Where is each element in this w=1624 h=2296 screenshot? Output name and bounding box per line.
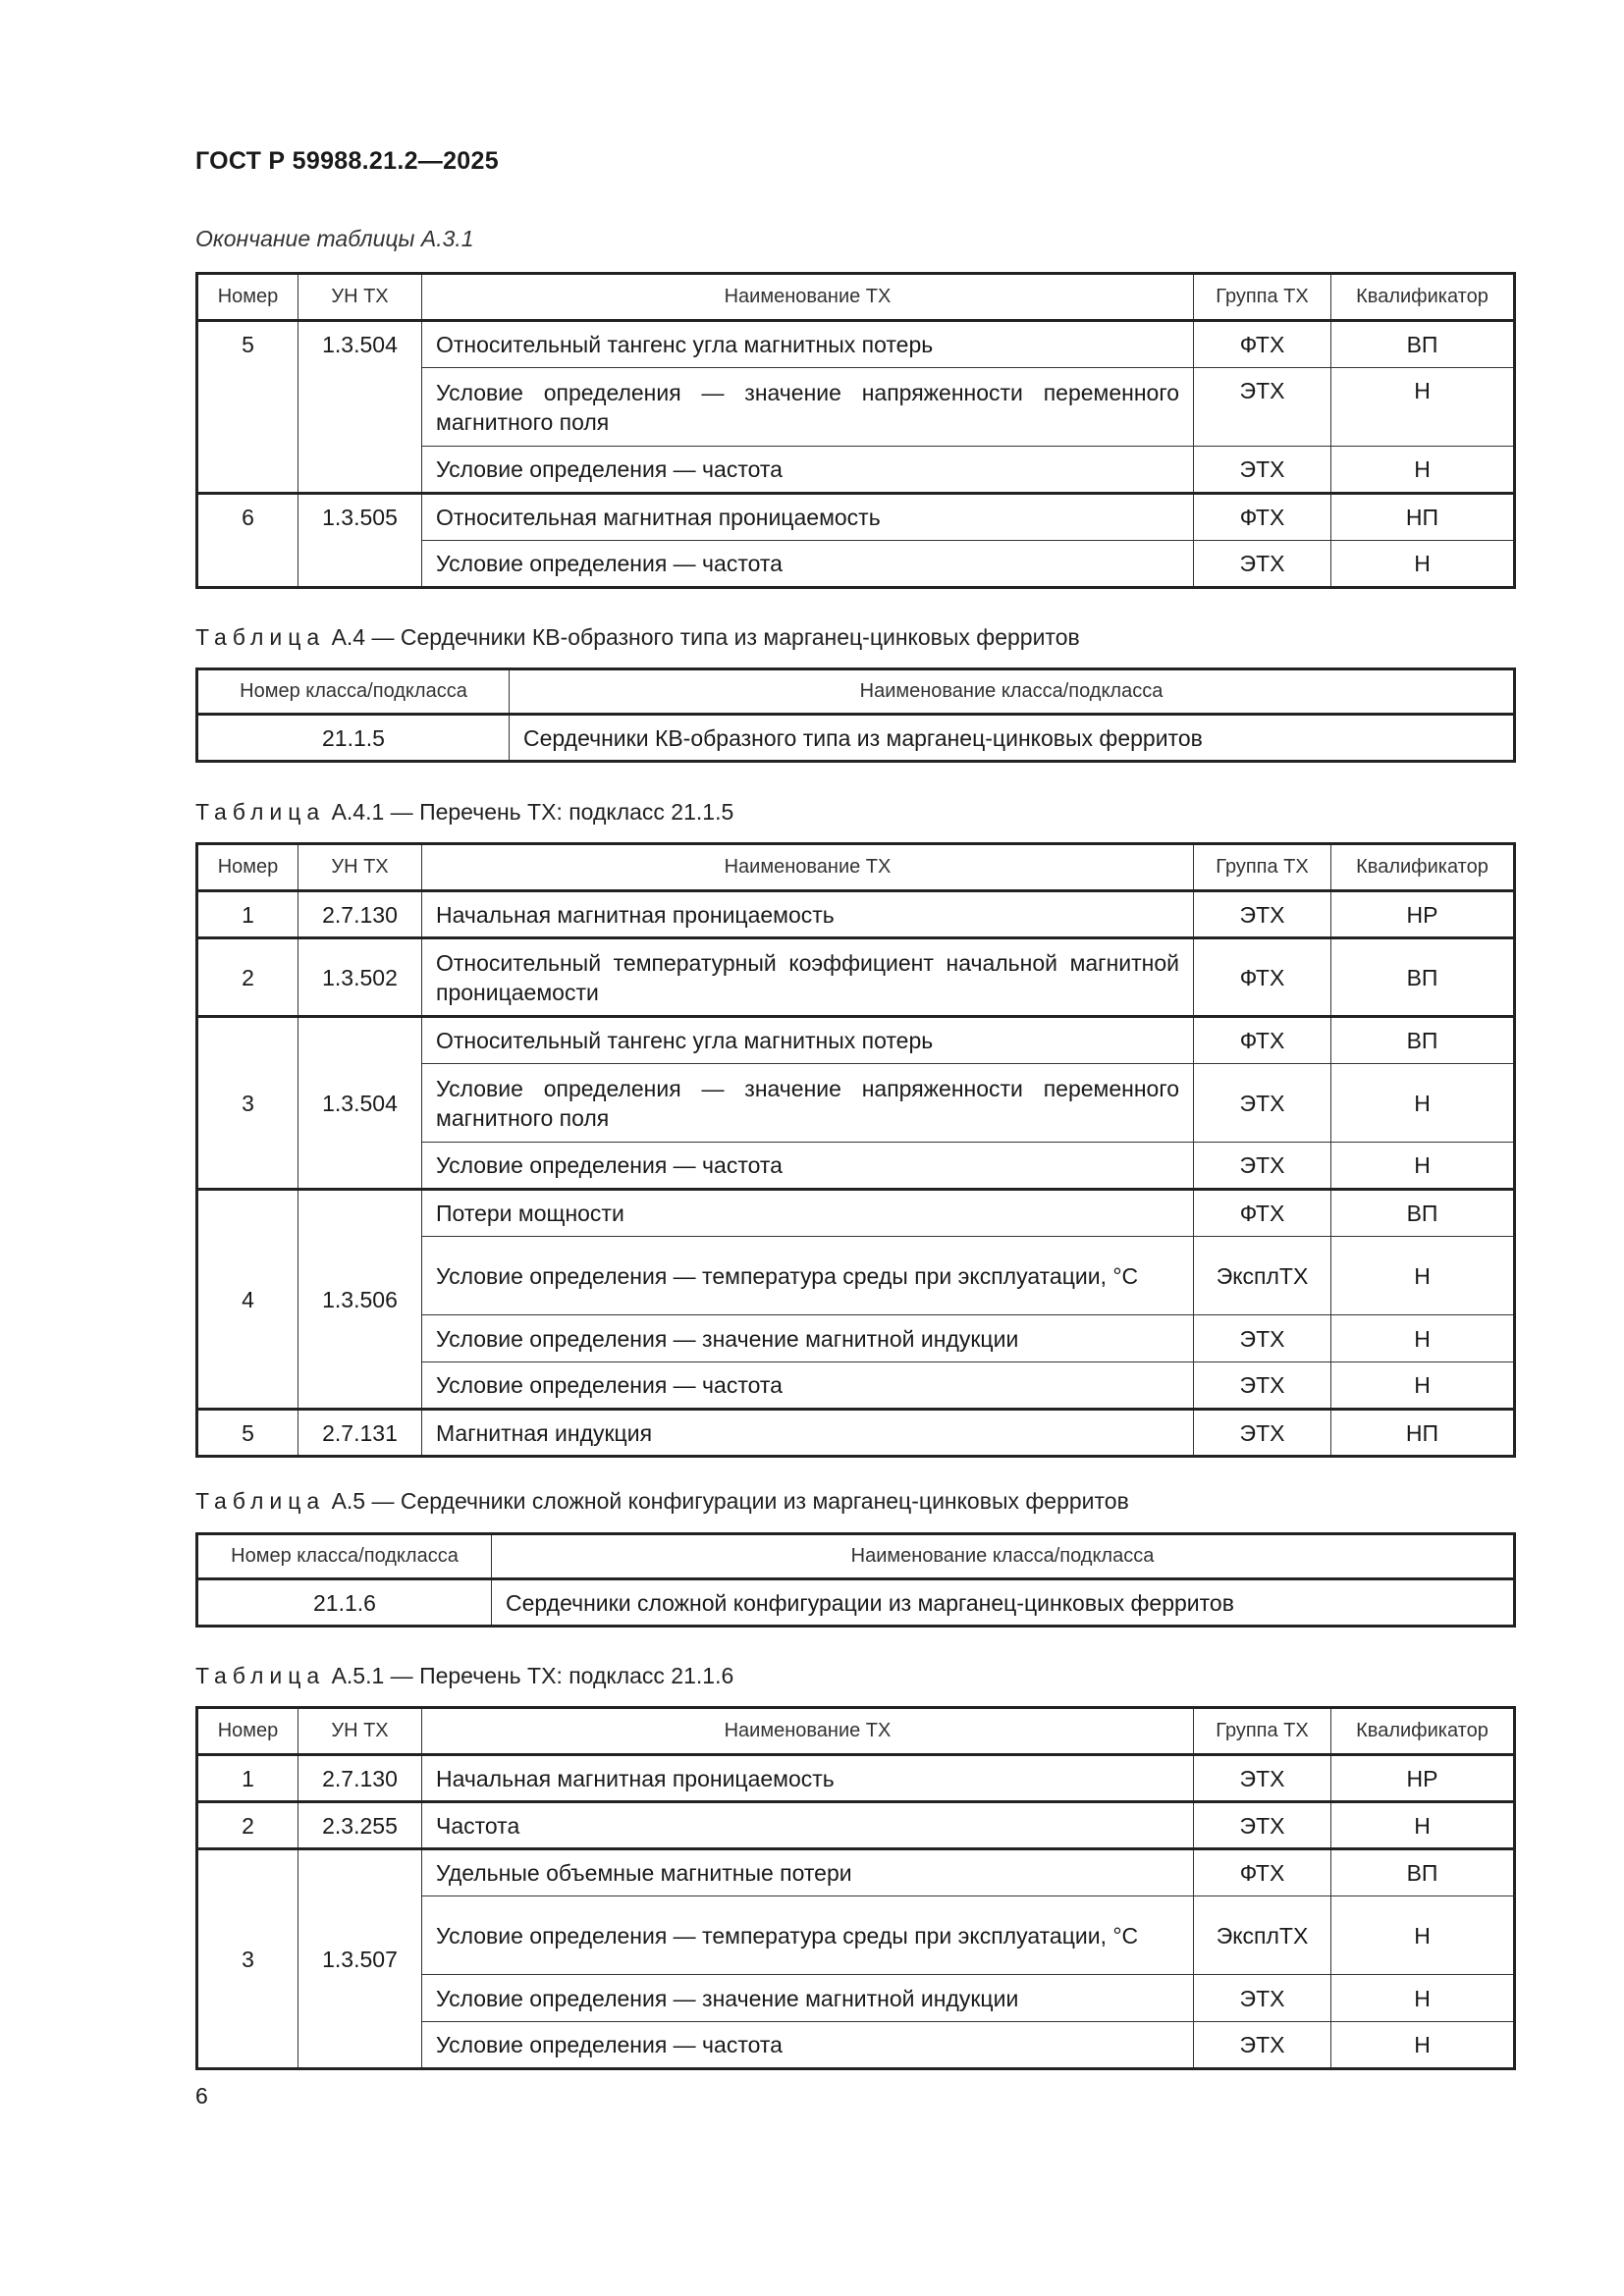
row-name: Удельные объемные магнитные потери	[422, 1849, 1194, 1896]
row-un: 1.3.504	[298, 321, 422, 494]
row-group: ФТХ	[1194, 494, 1331, 541]
header-number: Номер	[197, 274, 298, 321]
row-name: Условие определения — частота	[422, 2022, 1194, 2069]
caption-word: Таблица	[195, 799, 326, 825]
row-name: Условие определения — значение магнитной индукции	[422, 1975, 1194, 2022]
row-name: Относительная магнитная проницаемость	[422, 494, 1194, 541]
row-qualifier: ВП	[1331, 1849, 1515, 1896]
row-number: 6	[197, 494, 298, 588]
row-qualifier: НР	[1331, 891, 1515, 938]
row-group: ФТХ	[1194, 1849, 1331, 1896]
header-un: УН ТХ	[298, 274, 422, 321]
row-un: 1.3.505	[298, 494, 422, 588]
table-row	[197, 891, 1515, 938]
row-group: ЭТХ	[1194, 1362, 1331, 1410]
header-un: УН ТХ	[298, 844, 422, 891]
header-name: Наименование ТХ	[422, 1708, 1194, 1755]
caption-text: А.4.1 — Перечень ТХ: подкласс 21.1.5	[331, 799, 734, 825]
row-qualifier: ВП	[1331, 1190, 1515, 1237]
table-a31-end	[195, 272, 1516, 589]
caption-word: Таблица	[195, 1663, 326, 1688]
header-qualifier: Квалификатор	[1331, 844, 1515, 891]
row-qualifier: НР	[1331, 1755, 1515, 1802]
row-un: 2.7.130	[298, 891, 422, 938]
row-un: 2.7.130	[298, 1755, 422, 1802]
row-group: ЭТХ	[1194, 1410, 1331, 1457]
row-name: Условие определения — частота	[422, 1362, 1194, 1410]
table-row	[197, 1410, 1515, 1457]
row-number: 5	[197, 321, 298, 494]
row-number: 4	[197, 1190, 298, 1410]
row-un: 1.3.506	[298, 1190, 422, 1410]
table-row	[197, 715, 1515, 762]
row-group: ЭТХ	[1194, 1975, 1331, 2022]
caption-text: А.5.1 — Перечень ТХ: подкласс 21.1.6	[331, 1663, 734, 1688]
page-number: 6	[195, 2083, 208, 2109]
table-a51-caption	[195, 1663, 733, 1689]
row-qualifier: ВП	[1331, 1017, 1515, 1064]
row-group: ЭТХ	[1194, 1143, 1331, 1190]
table-row	[197, 1802, 1515, 1849]
row-un: 1.3.507	[298, 1849, 422, 2069]
row-name: Относительный тангенс угла магнитных потерь	[422, 321, 1194, 368]
row-un: 2.3.255	[298, 1802, 422, 1849]
caption-word: Таблица	[195, 624, 326, 650]
header-class-name: Наименование класса/подкласса	[492, 1534, 1515, 1579]
row-qualifier: Н	[1331, 1896, 1515, 1975]
table-a51	[195, 1706, 1516, 2070]
row-number: 3	[197, 1849, 298, 2069]
header-class-code: Номер класса/подкласса	[197, 669, 510, 715]
header-group: Группа ТХ	[1194, 844, 1331, 891]
header-class-name: Наименование класса/подкласса	[510, 669, 1515, 715]
row-group: ЭТХ	[1194, 1315, 1331, 1362]
header-class-code: Номер класса/подкласса	[197, 1534, 492, 1579]
row-un: 1.3.504	[298, 1017, 422, 1190]
row-group: ФТХ	[1194, 1190, 1331, 1237]
row-group: ЭТХ	[1194, 1755, 1331, 1802]
row-number: 2	[197, 938, 298, 1017]
row-group: ЭТХ	[1194, 1802, 1331, 1849]
row-group: ЭксплТХ	[1194, 1237, 1331, 1315]
row-un: 1.3.502	[298, 938, 422, 1017]
row-name: Начальная магнитная проницаемость	[422, 1755, 1194, 1802]
row-number: 5	[197, 1410, 298, 1457]
row-un: 2.7.131	[298, 1410, 422, 1457]
header-name: Наименование ТХ	[422, 844, 1194, 891]
table-a41-caption	[195, 799, 733, 826]
row-name: Условие определения — частота	[422, 1143, 1194, 1190]
row-name: Относительный тангенс угла магнитных потерь	[422, 1017, 1194, 1064]
row-name: Условие определения — частота	[422, 541, 1194, 588]
header-name: Наименование ТХ	[422, 274, 1194, 321]
table-a5	[195, 1532, 1516, 1628]
header-un: УН ТХ	[298, 1708, 422, 1755]
row-number: 3	[197, 1017, 298, 1190]
table-a41	[195, 842, 1516, 1458]
row-group: ЭТХ	[1194, 541, 1331, 588]
row-qualifier: Н	[1331, 1802, 1515, 1849]
row-qualifier: Н	[1331, 1064, 1515, 1143]
table-row	[197, 1579, 1515, 1627]
table-row	[197, 1017, 1515, 1064]
header-qualifier: Квалификатор	[1331, 274, 1515, 321]
class-code: 21.1.5	[197, 715, 510, 762]
class-name: Сердечники сложной конфигурации из марганец-цинковых ферритов	[492, 1579, 1515, 1627]
row-qualifier: Н	[1331, 447, 1515, 494]
row-name: Условие определения — значение напряженности переменного магнитного поля	[422, 1064, 1194, 1143]
row-number: 1	[197, 1755, 298, 1802]
class-code: 21.1.6	[197, 1579, 492, 1627]
header-group: Группа ТХ	[1194, 274, 1331, 321]
header-number: Номер	[197, 1708, 298, 1755]
row-group: ЭксплТХ	[1194, 1896, 1331, 1975]
row-name: Условие определения — температура среды при эксплуатации, °С	[422, 1896, 1194, 1975]
caption-text: А.5 — Сердечники сложной конфигурации из марганец-цинковых ферритов	[331, 1488, 1129, 1514]
row-qualifier: НП	[1331, 494, 1515, 541]
row-qualifier: Н	[1331, 2022, 1515, 2069]
caption-word: Таблица	[195, 1488, 326, 1514]
table-row	[197, 1849, 1515, 1896]
header-number: Номер	[197, 844, 298, 891]
row-number: 2	[197, 1802, 298, 1849]
row-group: ЭТХ	[1194, 891, 1331, 938]
row-group: ЭТХ	[1194, 2022, 1331, 2069]
table-row	[197, 938, 1515, 1017]
table-a4-caption	[195, 624, 1080, 651]
row-qualifier: Н	[1331, 1315, 1515, 1362]
row-group: ФТХ	[1194, 321, 1331, 368]
row-qualifier: Н	[1331, 1975, 1515, 2022]
document-title: ГОСТ Р 59988.21.2—2025	[195, 147, 499, 175]
caption-text: А.4 — Сердечники КВ-образного типа из марганец-цинковых ферритов	[331, 624, 1080, 650]
header-qualifier: Квалификатор	[1331, 1708, 1515, 1755]
table-row	[197, 494, 1515, 541]
row-qualifier: ВП	[1331, 321, 1515, 368]
row-qualifier: НП	[1331, 1410, 1515, 1457]
row-group: ЭТХ	[1194, 368, 1331, 447]
row-qualifier: Н	[1331, 541, 1515, 588]
row-qualifier: Н	[1331, 1143, 1515, 1190]
table-row	[197, 1755, 1515, 1802]
row-qualifier: Н	[1331, 1362, 1515, 1410]
row-name: Условие определения — значение магнитной индукции	[422, 1315, 1194, 1362]
row-qualifier: Н	[1331, 1237, 1515, 1315]
row-name: Относительный температурный коэффициент начальной магнитной проницаемости	[422, 938, 1194, 1017]
row-name: Условие определения — частота	[422, 447, 1194, 494]
row-group: ФТХ	[1194, 938, 1331, 1017]
row-name: Магнитная индукция	[422, 1410, 1194, 1457]
class-name: Сердечники КВ-образного типа из марганец-цинковых ферритов	[510, 715, 1515, 762]
continuation-caption: Окончание таблицы А.3.1	[195, 226, 474, 251]
table-a4	[195, 667, 1516, 763]
table-a5-caption	[195, 1488, 1129, 1515]
row-qualifier: Н	[1331, 368, 1515, 447]
row-group: ЭТХ	[1194, 447, 1331, 494]
row-name: Условие определения — значение напряженности переменного магнитного поля	[422, 368, 1194, 447]
row-name: Потери мощности	[422, 1190, 1194, 1237]
header-group: Группа ТХ	[1194, 1708, 1331, 1755]
row-number: 1	[197, 891, 298, 938]
row-name: Частота	[422, 1802, 1194, 1849]
row-name: Начальная магнитная проницаемость	[422, 891, 1194, 938]
row-qualifier: ВП	[1331, 938, 1515, 1017]
table-row	[197, 1190, 1515, 1237]
row-group: ЭТХ	[1194, 1064, 1331, 1143]
row-group: ФТХ	[1194, 1017, 1331, 1064]
row-name: Условие определения — температура среды при эксплуатации, °С	[422, 1237, 1194, 1315]
table-row	[197, 321, 1515, 368]
